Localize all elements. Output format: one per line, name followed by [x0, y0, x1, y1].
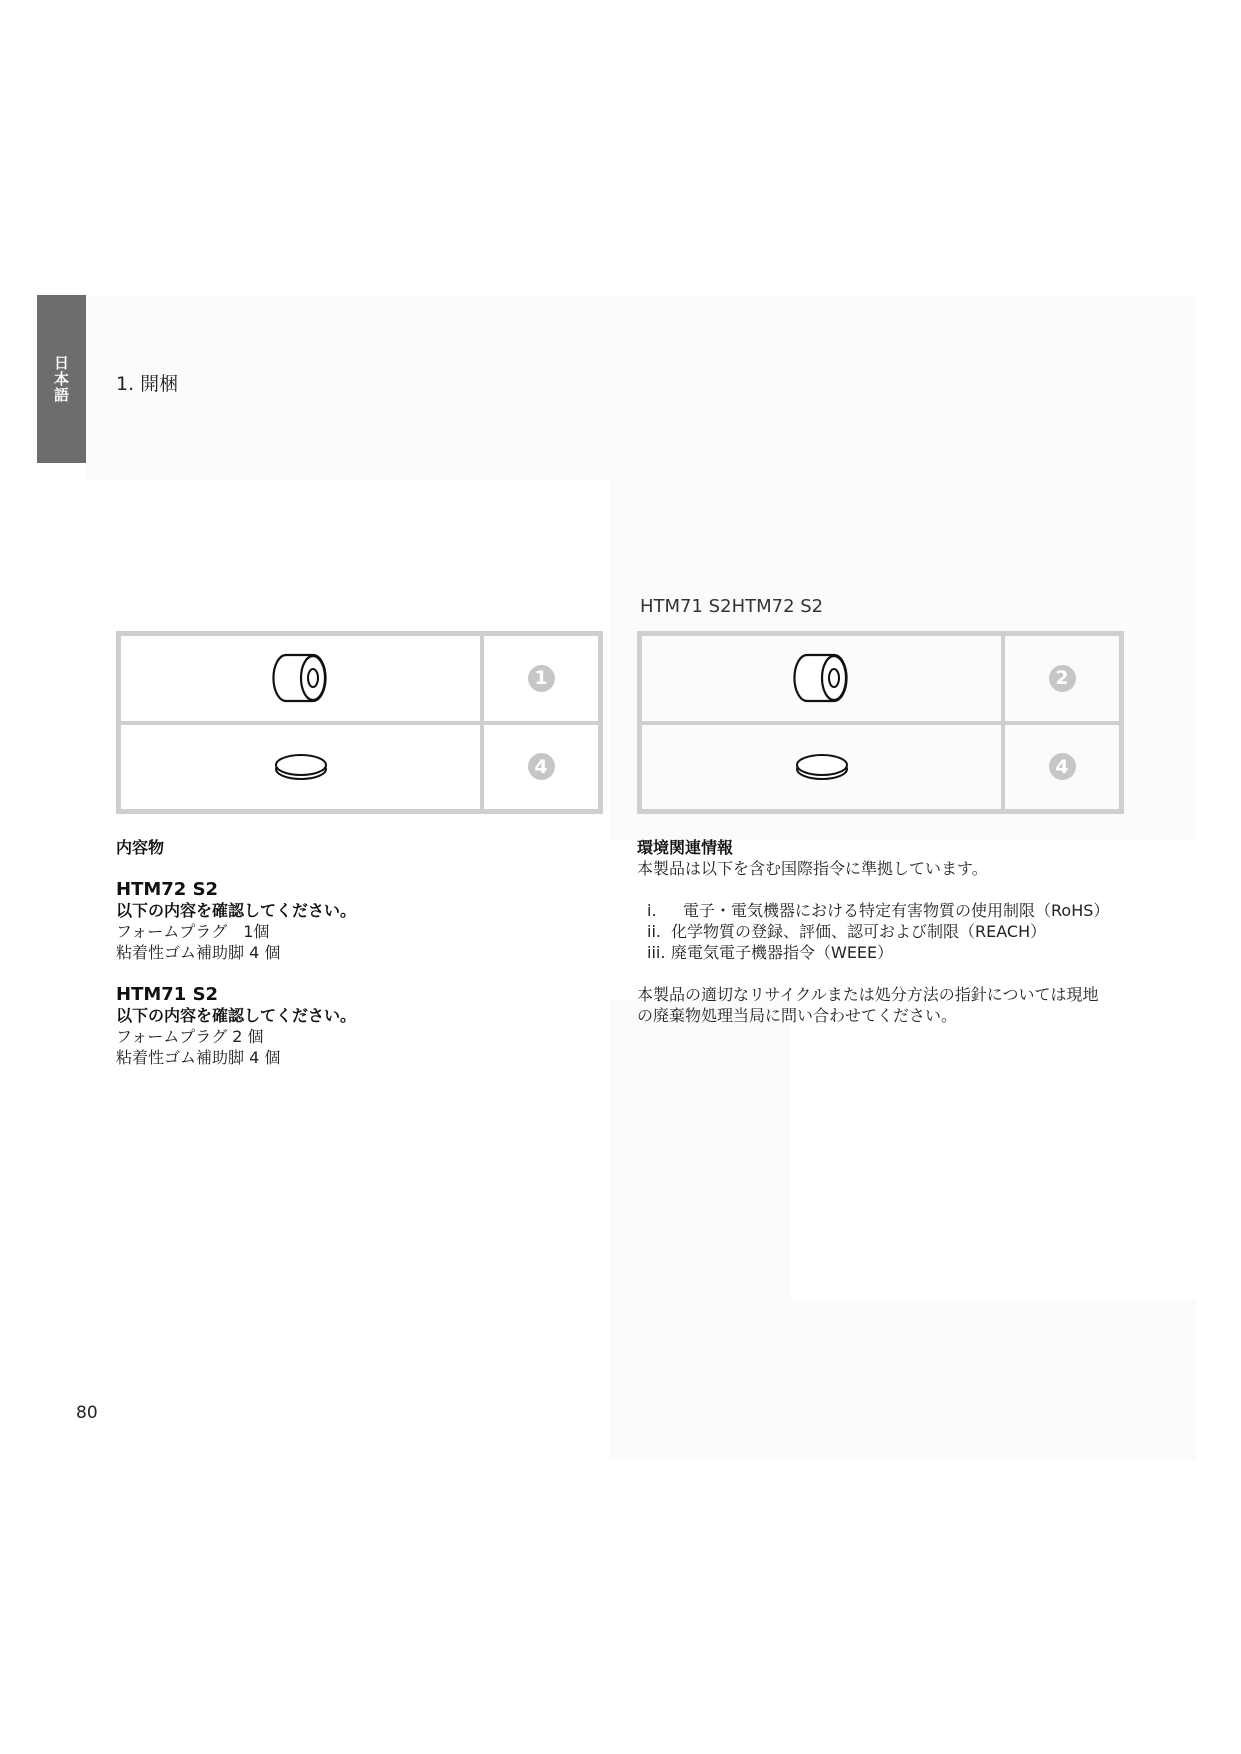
language-tab-label: 日本語 [52, 355, 70, 403]
foam-plug-cell [640, 634, 1003, 723]
check-instruction: 以下の内容を確認してください。 [116, 901, 357, 920]
item-number-badge: 4 [1049, 753, 1076, 780]
content-item: 粘着性ゴム補助脚 4 個 [116, 943, 281, 962]
content-item: フォームプラグ 1個 [116, 922, 270, 941]
page-number: 80 [76, 1403, 98, 1423]
list-text: 電子・電気機器における特定有害物質の使用制限（RoHS） [683, 901, 1110, 920]
model-name: HTM72 S2 [116, 879, 219, 900]
model-caption: HTM71 S2HTM72 S2 [640, 596, 824, 617]
background-tint [610, 1000, 790, 1300]
contents-heading: 内容物 [116, 838, 165, 857]
rubber-foot-cell [640, 723, 1003, 812]
badge-cell [1003, 634, 1121, 723]
foam-plug-icon [266, 650, 336, 706]
badge-cell [482, 723, 600, 812]
background-tint [610, 1300, 1196, 1460]
recycling-text-line: 本製品の適切なリサイクルまたは処分方法の指針については現地 [637, 985, 1099, 1004]
contents-section [116, 837, 596, 1068]
badge-cell [482, 634, 600, 723]
section-title: 1. 開梱 [116, 373, 179, 395]
foam-plug-icon [787, 650, 857, 706]
item-number-badge: 1 [528, 665, 555, 692]
content-item: 粘着性ゴム補助脚 4 個 [116, 1048, 281, 1067]
model-name: HTM71 S2 [116, 984, 219, 1005]
badge-cell [1003, 723, 1121, 812]
list-number: iii. [647, 943, 666, 962]
list-text: 廃電気電子機器指令（WEEE） [671, 943, 894, 962]
directive-list-item [647, 942, 1197, 963]
directive-list-item [647, 900, 1197, 921]
environment-intro: 本製品は以下を含む国際指令に準拠しています。 [637, 859, 988, 878]
contents-table-right [637, 631, 1124, 814]
rubber-foot-icon [271, 752, 331, 782]
rubber-foot-cell [119, 723, 482, 812]
environment-section [637, 837, 1197, 1026]
language-tab [37, 295, 86, 463]
item-number-badge: 4 [528, 753, 555, 780]
check-instruction: 以下の内容を確認してください。 [116, 1006, 357, 1025]
directive-list-item [647, 921, 1197, 942]
background-tint [86, 295, 1196, 480]
list-text: 化学物質の登録、評価、認可および制限（REACH） [671, 922, 1047, 941]
foam-plug-cell [119, 634, 482, 723]
list-number: ii. [647, 922, 661, 941]
recycling-text-line: の廃棄物処理当局に問い合わせてください。 [637, 1006, 958, 1025]
content-item: フォームプラグ 2 個 [116, 1027, 264, 1046]
environment-heading: 環境関連情報 [637, 838, 734, 857]
rubber-foot-icon [792, 752, 852, 782]
list-number: i. [647, 901, 657, 920]
contents-table-left [116, 631, 603, 814]
item-number-badge: 2 [1049, 665, 1076, 692]
